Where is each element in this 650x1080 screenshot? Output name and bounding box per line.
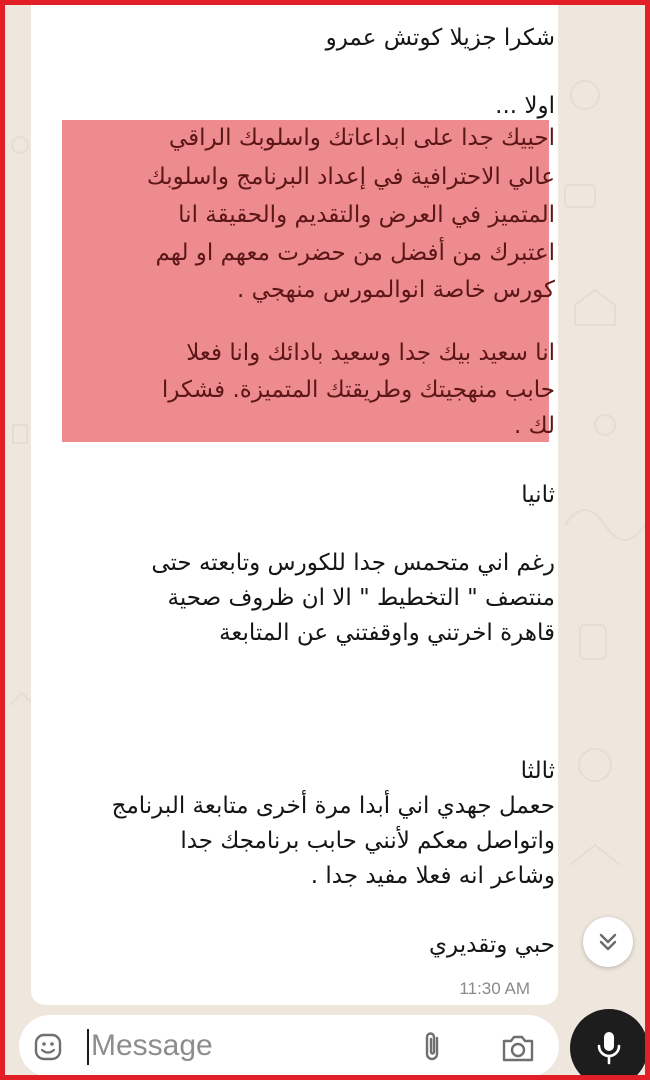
section-heading-third: ثالثا [520,758,555,784]
message-line: المتميز في العرض والتقديم والحقيقة انا [178,202,555,228]
message-line: لك . [513,413,555,439]
message-line: عالي الاحترافية في إعداد البرنامج واسلوبك [146,164,555,190]
message-line: منتصف " التخطيط " الا ان ظروف صحية [167,585,555,611]
message-line: انا سعيد بيك جدا وسعيد بادائك وانا فعلا [186,340,555,366]
message-line: اعتبرك من أفضل من حضرت معهم او لهم [155,240,555,266]
microphone-icon [594,1029,624,1067]
scroll-to-bottom-button[interactable] [583,917,633,967]
message-input[interactable] [91,1025,391,1067]
camera-icon[interactable] [499,1031,537,1065]
message-line: قاهرة اخرتني واوقفتني عن المتابعة [219,620,555,646]
section-heading-second: ثانيا [521,482,555,508]
message-greeting: شكرا جزيلا كوتش عمرو [325,25,555,51]
emoji-icon[interactable] [33,1032,63,1062]
voice-record-button[interactable] [570,1009,648,1080]
message-line: وشاعر انه فعلا مفيد جدا . [310,863,555,889]
message-line: واتواصل معكم لأنني حابب برنامجك جدا [180,828,555,854]
message-line: كورس خاصة انوالمورس منهجي . [237,277,555,303]
message-line: حابب منهجيتك وطريقتك المتميزة. فشكرا [161,377,555,403]
section-heading-first: اولا ... [495,93,555,119]
message-line: احييك جدا على ابداعاتك واسلوبك الراقي [168,125,555,151]
message-line: رغم اني متحمس جدا للكورس وتابعته حتى [151,550,555,576]
text-cursor [87,1029,89,1065]
message-timestamp: 11:30 AM [459,979,530,998]
message-closing: حبي وتقديري [429,932,555,958]
message-line: حعمل جهدي اني أبدا مرة أخرى متابعة البرنامج [111,793,555,819]
paperclip-icon[interactable] [417,1029,447,1065]
message-composer [19,1015,559,1077]
double-chevron-down-icon [596,930,620,954]
